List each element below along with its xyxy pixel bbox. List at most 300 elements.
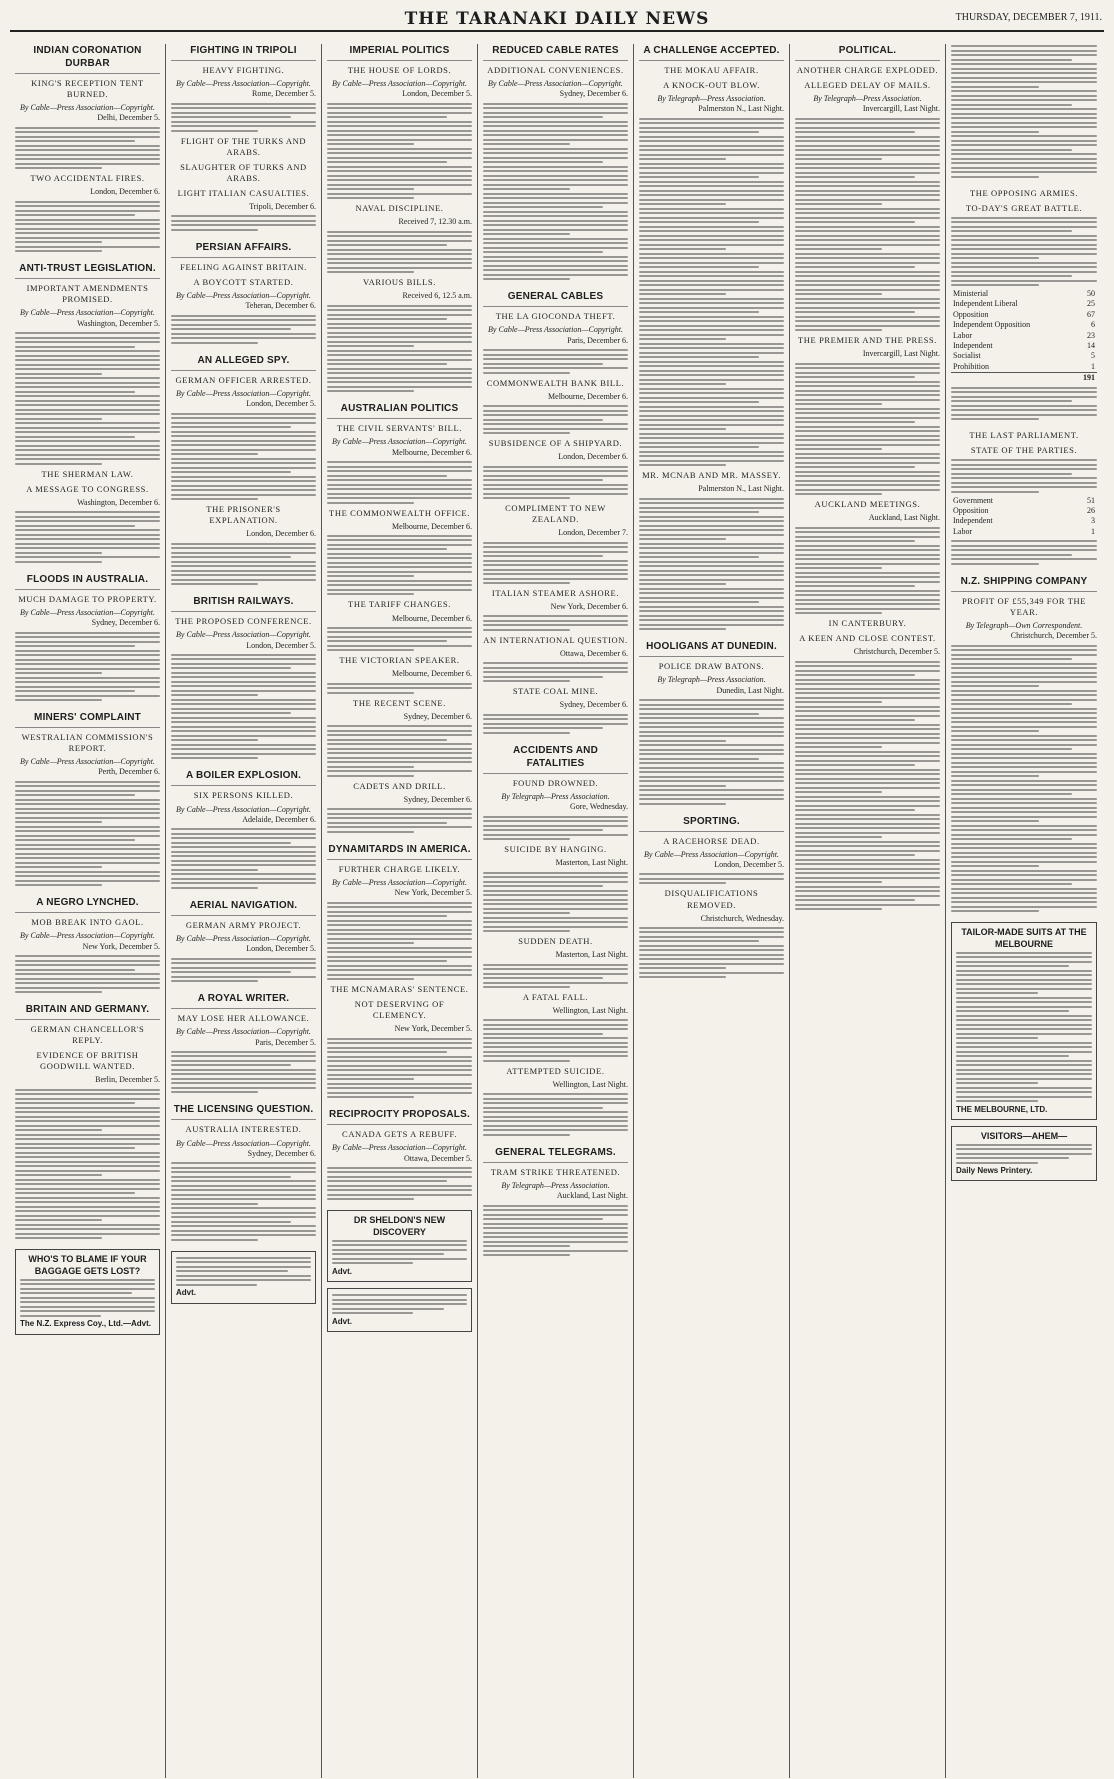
subheadline: KING'S RECEPTION TENT BURNED. <box>31 78 144 100</box>
dateline: Sydney, December 6. <box>559 700 628 710</box>
news-story <box>951 45 1097 178</box>
subheadline: A MESSAGE TO CONGRESS. <box>26 483 149 494</box>
news-story <box>639 44 784 630</box>
byline: By Telegraph—Own Correspondent. <box>965 620 1083 630</box>
subheadline: SUDDEN DEATH. <box>518 936 593 947</box>
subheadline: PROFIT OF £55,349 FOR THE YEAR. <box>961 595 1087 617</box>
dateline: London, December 5. <box>402 89 472 99</box>
issue-date: THURSDAY, DECEMBER 7, 1911. <box>955 12 1102 23</box>
body-text <box>171 215 316 231</box>
ad-signature: Daily News Printery. <box>956 1166 1033 1176</box>
body-text <box>171 413 316 501</box>
subheadline: WESTRALIAN COMMISSION'S REPORT. <box>21 732 154 754</box>
subheadline: THE TARIFF CHANGES. <box>348 599 451 610</box>
dateline: London, December 6. <box>90 187 160 197</box>
news-story <box>327 44 472 392</box>
body-text <box>483 662 628 682</box>
byline: By Cable—Press Association—Copyright. <box>176 388 311 398</box>
body-text <box>327 305 472 393</box>
body-text <box>171 103 316 132</box>
dateline: Christchurch, December 5. <box>853 647 940 657</box>
dateline: London, December 7. <box>558 528 628 538</box>
body-text <box>956 952 1092 1103</box>
byline: By Cable—Press Association—Copyright. <box>644 849 779 859</box>
byline: By Telegraph—Press Association. <box>657 675 766 685</box>
news-story <box>483 744 628 1136</box>
body-text <box>327 1167 472 1201</box>
body-text <box>951 540 1097 565</box>
subheadline: THE PREMIER AND THE PRESS. <box>798 335 937 346</box>
party-count: 50 <box>1087 289 1095 299</box>
dateline: London, December 5. <box>246 399 316 409</box>
body-text <box>327 683 472 694</box>
byline: By Cable—Press Association—Copyright. <box>176 79 311 89</box>
party-name: Prohibition <box>953 361 990 371</box>
news-story <box>171 44 316 231</box>
subheadline: THE HOUSE OF LORDS. <box>347 65 452 75</box>
subheadline: ATTEMPTED SUICIDE. <box>506 1065 605 1076</box>
body-text <box>483 349 628 374</box>
body-text <box>639 498 784 631</box>
party-name: Labor <box>953 526 973 536</box>
body-text <box>483 964 628 989</box>
story-headline: REDUCED CABLE RATES <box>483 44 628 61</box>
body-text <box>951 45 1097 178</box>
dateline: Ottawa, December 5. <box>404 1153 472 1163</box>
party-total: 191 <box>1073 373 1097 384</box>
subheadline: SIX PERSONS KILLED. <box>193 790 294 801</box>
news-story <box>327 843 472 1098</box>
body-text <box>951 387 1097 421</box>
column-3 <box>322 44 478 1778</box>
newspaper-title: THE TARANAKI DAILY NEWS <box>404 9 710 29</box>
ad-headline: DR SHELDON'S NEW DISCOVERY <box>353 1215 446 1238</box>
subheadline: THE LAST PARLIAMENT. <box>969 430 1079 441</box>
news-story <box>171 992 316 1093</box>
body-text <box>171 828 316 889</box>
body-text <box>483 405 628 434</box>
story-headline: GENERAL CABLES <box>483 290 628 307</box>
dateline: Christchurch, December 5. <box>1010 631 1097 641</box>
subheadline: POLICE DRAW BATONS. <box>658 661 765 672</box>
subheadline: MOB BREAK INTO GAOL. <box>31 917 144 928</box>
story-headline: AN ALLEGED SPY. <box>171 354 316 371</box>
news-story <box>15 44 160 252</box>
dateline: London, December 5. <box>246 944 316 954</box>
dateline: Wellington, Last Night. <box>552 1080 628 1090</box>
dateline: Christchurch, Wednesday. <box>700 913 784 923</box>
body-text <box>795 527 940 615</box>
byline: By Cable—Press Association—Copyright. <box>332 1143 467 1153</box>
body-text <box>15 1089 160 1240</box>
body-text <box>483 542 628 585</box>
subheadline: A RACEHORSE DEAD. <box>663 835 760 846</box>
ad-signature: Advt. <box>332 1266 352 1276</box>
story-headline: MINERS' COMPLAINT <box>15 711 160 728</box>
story-headline: RECIPROCITY PROPOSALS. <box>327 1108 472 1125</box>
subheadline: SUICIDE BY HANGING. <box>504 844 607 855</box>
dateline: Melbourne, December 6. <box>392 521 472 531</box>
subheadline: GERMAN CHANCELLOR'S REPLY. <box>30 1024 145 1046</box>
news-story <box>951 188 1097 421</box>
column-5 <box>634 44 790 1778</box>
party-name: Opposition <box>953 309 989 319</box>
dateline: New York, December 5. <box>394 1024 472 1034</box>
express-company-ad <box>15 1249 160 1334</box>
body-text <box>15 332 160 465</box>
story-headline: ACCIDENTS AND FATALITIES <box>483 744 628 774</box>
story-headline: DYNAMITARDS IN AMERICA. <box>327 843 472 860</box>
news-story <box>951 430 1097 565</box>
body-text <box>171 654 316 760</box>
news-story <box>639 815 784 979</box>
party-count: 26 <box>1087 506 1095 516</box>
dateline: New York, December 5. <box>82 941 160 951</box>
subheadline: IMPORTANT AMENDMENTS PROMISED. <box>26 283 149 305</box>
news-story <box>795 44 940 910</box>
subheadline: AUSTRALIA INTERESTED. <box>185 1124 302 1135</box>
subheadline: THE PRISONER'S EXPLANATION. <box>206 504 281 526</box>
subheadline: NAVAL DISCIPLINE. <box>355 203 444 214</box>
subheadline: SUBSIDENCE OF A SHIPYARD. <box>488 438 623 449</box>
news-story <box>171 241 316 344</box>
body-text <box>15 955 160 993</box>
subheadline: HEAVY FIGHTING. <box>202 65 285 75</box>
dateline: Invercargill, Last Night. <box>862 104 940 114</box>
subheadline: EVIDENCE OF BRITISH GOODWILL WANTED. <box>36 1050 139 1072</box>
subheadline: FURTHER CHARGE LIKELY. <box>338 863 461 874</box>
byline: By Telegraph—Press Association. <box>501 791 610 801</box>
body-text <box>15 781 160 887</box>
story-headline: PERSIAN AFFAIRS. <box>171 241 316 258</box>
news-story <box>951 575 1097 912</box>
ad-headline: TAILOR-MADE SUITS AT THE MELBOURNE <box>961 927 1087 949</box>
subheadline: VARIOUS BILLS. <box>363 277 436 288</box>
column-1 <box>10 44 166 1778</box>
news-story <box>483 290 628 734</box>
dateline: London, December 6. <box>558 452 628 462</box>
dateline: Melbourne, December 6. <box>392 669 472 679</box>
body-text <box>15 201 160 253</box>
party-name: Independent <box>953 516 993 526</box>
party-count: 25 <box>1087 299 1095 309</box>
melbourne-suits-ad <box>951 922 1097 1120</box>
subheadline: CANADA GETS A REBUFF. <box>342 1129 457 1140</box>
body-text <box>327 231 472 274</box>
subheadline: STATE COAL MINE. <box>512 686 599 697</box>
news-story <box>15 711 160 886</box>
dateline: Masterton, Last Night. <box>555 950 628 960</box>
body-text <box>327 103 472 200</box>
body-text <box>171 315 316 344</box>
body-text <box>795 363 940 496</box>
subheadline: THE OPPOSING ARMIES. <box>969 187 1079 198</box>
subheadline: FOUND DROWNED. <box>512 777 599 788</box>
dateline: Sydney, December 6. <box>559 89 628 99</box>
bullock-johnston-ad <box>327 1288 472 1332</box>
subheadline: COMPLIMENT TO NEW ZEALAND. <box>505 503 606 525</box>
byline: By Cable—Press Association—Copyright. <box>488 325 623 335</box>
subheadline: TRAM STRIKE THREATENED. <box>490 1166 621 1177</box>
dateline: Received 7, 12.30 a.m. <box>398 217 472 227</box>
party-name: Independent Opposition <box>953 320 1031 330</box>
byline: By Cable—Press Association—Copyright. <box>20 607 155 617</box>
story-headline: A ROYAL WRITER. <box>171 992 316 1009</box>
body-text <box>639 699 784 805</box>
dateline: Delhi, December 5. <box>97 113 160 123</box>
body-text <box>171 1162 316 1241</box>
dateline: Auckland, Last Night. <box>556 1191 628 1201</box>
body-text <box>483 103 628 281</box>
dateline: Berlin, December 5. <box>95 1075 160 1085</box>
body-text <box>951 459 1097 493</box>
dateline: Melbourne, December 6. <box>392 447 472 457</box>
dateline: Melbourne, December 6. <box>548 391 628 401</box>
column-2 <box>166 44 322 1778</box>
dateline: Paris, December 5. <box>255 1037 316 1047</box>
subheadline: A KEEN AND CLOSE CONTEST. <box>799 633 936 644</box>
subheadline: THE RECENT SCENE. <box>353 697 446 708</box>
body-text <box>639 118 784 467</box>
party-count: 14 <box>1087 341 1095 351</box>
dateline: New York, December 6. <box>550 602 628 612</box>
dateline: Paris, December 6. <box>567 335 628 345</box>
ad-headline: VISITORS—AHEM— <box>980 1130 1068 1141</box>
byline: By Cable—Press Association—Copyright. <box>176 804 311 814</box>
subheadline: THE MCNAMARAS' SENTENCE. <box>330 984 469 995</box>
body-text <box>483 1019 628 1062</box>
dateline: Masterton, Last Night. <box>555 858 628 868</box>
byline: By Cable—Press Association—Copyright. <box>332 877 467 887</box>
subheadline: THE SHERMAN LAW. <box>41 468 134 479</box>
body-text <box>956 1144 1092 1164</box>
dateline: Melbourne, December 6. <box>392 613 472 623</box>
subheadline: STATE OF THE PARTIES. <box>970 445 1078 456</box>
body-text <box>327 535 472 596</box>
story-headline: A CHALLENGE ACCEPTED. <box>639 44 784 61</box>
visitors-printery-ad <box>951 1126 1097 1182</box>
body-text <box>327 627 472 652</box>
dateline: Palmerston N., Last Night. <box>698 104 784 114</box>
page-columns <box>10 44 1104 1778</box>
news-story <box>171 354 316 585</box>
subheadline: SLAUGHTER OF TURKS AND ARABS. <box>180 161 307 183</box>
masthead <box>10 6 1104 32</box>
body-text <box>171 543 316 586</box>
story-headline: A NEGRO LYNCHED. <box>15 896 160 913</box>
party-count: 67 <box>1087 309 1095 319</box>
body-text <box>951 217 1097 287</box>
story-headline: POLITICAL. <box>795 44 940 61</box>
dateline: London, December 5. <box>714 860 784 870</box>
news-story <box>327 402 472 833</box>
subheadline: CADETS AND DRILL. <box>353 780 446 791</box>
byline: By Telegraph—Press Association. <box>813 94 922 104</box>
news-story <box>171 1103 316 1240</box>
dateline: Sydney, December 6. <box>247 1148 316 1158</box>
body-text <box>483 872 628 933</box>
news-story <box>171 595 316 759</box>
dateline: Ottawa, December 6. <box>560 649 628 658</box>
dateline: Received 6, 12.5 a.m. <box>402 291 472 301</box>
story-headline: ANTI-TRUST LEGISLATION. <box>15 262 160 279</box>
sheldon-discovery-ad <box>327 1210 472 1282</box>
body-text <box>483 1093 628 1136</box>
body-text <box>639 927 784 979</box>
subheadline: TO-DAY'S GREAT BATTLE. <box>965 202 1083 213</box>
body-text <box>795 118 940 332</box>
story-headline: BRITAIN AND GERMANY. <box>15 1003 160 1020</box>
subheadline: IN CANTERBURY. <box>828 618 907 629</box>
subheadline: AN INTERNATIONAL QUESTION. <box>483 634 628 645</box>
body-text <box>483 816 628 841</box>
subheadline: COMMONWEALTH BANK BILL. <box>486 377 625 388</box>
lost-property-ad <box>171 1251 316 1304</box>
subheadline: AUCKLAND MEETINGS. <box>814 499 921 510</box>
dateline: Teheran, December 6. <box>245 301 316 311</box>
dateline: Auckland, Last Night. <box>868 513 940 523</box>
body-text <box>15 511 160 563</box>
party-name: Independent Liberal <box>953 299 1018 309</box>
subheadline: MR. MCNAB AND MR. MASSEY. <box>642 470 781 481</box>
body-text <box>483 714 628 734</box>
subheadline: GERMAN ARMY PROJECT. <box>185 919 302 930</box>
dateline: Sydney, December 6. <box>403 794 472 804</box>
dateline: Sydney, December 6. <box>403 711 472 721</box>
party-count: 1 <box>1091 361 1095 371</box>
party-count: 1 <box>1091 526 1095 536</box>
party-name: Ministerial <box>953 289 989 299</box>
body-text <box>951 645 1097 913</box>
party-count: 6 <box>1091 320 1095 330</box>
news-story <box>15 262 160 562</box>
story-headline: BRITISH RAILWAYS. <box>171 595 316 612</box>
dateline: Palmerston N., Last Night. <box>698 484 784 494</box>
subheadline: TWO ACCIDENTAL FIRES. <box>30 173 145 184</box>
story-headline: A BOILER EXPLOSION. <box>171 769 316 786</box>
party-count: 5 <box>1091 351 1095 361</box>
party-name: Labor <box>953 330 973 340</box>
party-state-1908-table <box>951 496 1097 538</box>
byline: By Cable—Press Association—Copyright. <box>332 79 467 89</box>
byline: By Cable—Press Association—Copyright. <box>176 1138 311 1148</box>
subheadline: THE LA GIOCONDA THEFT. <box>495 311 616 322</box>
story-headline: SPORTING. <box>639 815 784 832</box>
party-name: Socialist <box>953 351 981 361</box>
subheadline: ITALIAN STEAMER ASHORE. <box>491 588 620 599</box>
dateline: Invercargill, Last Night. <box>862 349 940 359</box>
body-text <box>15 127 160 170</box>
byline: By Cable—Press Association—Copyright. <box>20 931 155 941</box>
dateline: Perth, December 6. <box>98 767 160 777</box>
party-name: Government <box>953 495 993 505</box>
subheadline: MUCH DAMAGE TO PROPERTY. <box>18 593 157 604</box>
subheadline: ANOTHER CHARGE EXPLODED. <box>796 65 939 75</box>
byline: By Cable—Press Association—Copyright. <box>176 1027 311 1037</box>
dateline: Sydney, December 6. <box>91 618 160 628</box>
body-text <box>327 808 472 833</box>
byline: By Cable—Press Association—Copyright. <box>332 437 467 447</box>
party-name <box>951 373 1073 384</box>
body-text <box>15 632 160 702</box>
story-headline: THE LICENSING QUESTION. <box>171 1103 316 1120</box>
subheadline: FLIGHT OF THE TURKS AND ARABS. <box>180 135 307 157</box>
dateline: Washington, December 5. <box>77 318 160 328</box>
body-text <box>327 902 472 981</box>
subheadline: THE PROPOSED CONFERENCE. <box>175 616 312 627</box>
body-text <box>483 1205 628 1257</box>
ad-signature: Advt. <box>176 1288 196 1298</box>
body-text <box>20 1279 155 1317</box>
news-story <box>15 1003 160 1239</box>
subheadline: DISQUALIFICATIONS REMOVED. <box>664 888 759 910</box>
story-headline: INDIAN CORONATION DURBAR <box>15 44 160 74</box>
byline: By Cable—Press Association—Copyright. <box>176 291 311 301</box>
body-text <box>795 661 940 911</box>
dateline: Tripoli, December 6. <box>249 202 316 212</box>
body-text <box>332 1294 467 1314</box>
story-headline: IMPERIAL POLITICS <box>327 44 472 61</box>
body-text <box>327 725 472 777</box>
byline: By Cable—Press Association—Copyright. <box>488 79 623 89</box>
news-story <box>483 44 628 280</box>
subheadline: GERMAN OFFICER ARRESTED. <box>175 374 312 385</box>
story-headline: AUSTRALIAN POLITICS <box>327 402 472 419</box>
subheadline: A KNOCK-OUT BLOW. <box>663 80 760 91</box>
subheadline: A BOYCOTT STARTED. <box>193 277 294 287</box>
ad-signature: The N.Z. Express Coy., Ltd.—Advt. <box>20 1319 151 1329</box>
body-text <box>171 958 316 983</box>
dateline: Dunedin, Last Night. <box>716 685 784 695</box>
subheadline: NOT DESERVING OF CLEMENCY. <box>354 999 445 1021</box>
party-name: Opposition <box>953 506 989 516</box>
dateline: Adelaide, December 6. <box>242 814 316 824</box>
column-4 <box>478 44 634 1778</box>
story-headline: FIGHTING IN TRIPOLI <box>171 44 316 61</box>
party-name: Independent <box>953 341 993 351</box>
column-6 <box>790 44 946 1778</box>
body-text <box>332 1240 467 1265</box>
subheadline: MAY LOSE HER ALLOWANCE. <box>177 1013 310 1024</box>
body-text <box>171 1051 316 1094</box>
body-text <box>327 1038 472 1099</box>
subheadline: THE CIVIL SERVANTS' BILL. <box>337 423 462 434</box>
byline: By Telegraph—Press Association. <box>657 94 766 104</box>
news-story <box>15 896 160 993</box>
column-7 <box>946 44 1102 1778</box>
dateline: Rome, December 5. <box>252 89 316 99</box>
dateline: London, December 6. <box>246 529 316 539</box>
news-story <box>639 640 784 804</box>
story-headline: HOOLIGANS AT DUNEDIN. <box>639 640 784 657</box>
dateline: Washington, December 6. <box>77 497 160 507</box>
subheadline: ADDITIONAL CONVENIENCES. <box>487 65 624 75</box>
body-text <box>639 873 784 884</box>
story-headline: FLOODS IN AUSTRALIA. <box>15 573 160 590</box>
dateline: Gore, Wednesday. <box>569 802 628 812</box>
news-story <box>171 899 316 982</box>
ad-signature: Advt. <box>332 1316 352 1326</box>
ad-signature: THE MELBOURNE, LTD. <box>956 1104 1048 1114</box>
byline: By Cable—Press Association—Copyright. <box>20 103 155 113</box>
dateline: London, December 5. <box>246 640 316 650</box>
party-state-table <box>951 289 1097 384</box>
dateline: New York, December 5. <box>394 888 472 898</box>
subheadline: THE MOKAU AFFAIR. <box>664 65 759 75</box>
byline: By Cable—Press Association—Copyright. <box>20 757 155 767</box>
body-text <box>176 1257 311 1286</box>
byline: By Telegraph—Press Association. <box>501 1180 610 1190</box>
